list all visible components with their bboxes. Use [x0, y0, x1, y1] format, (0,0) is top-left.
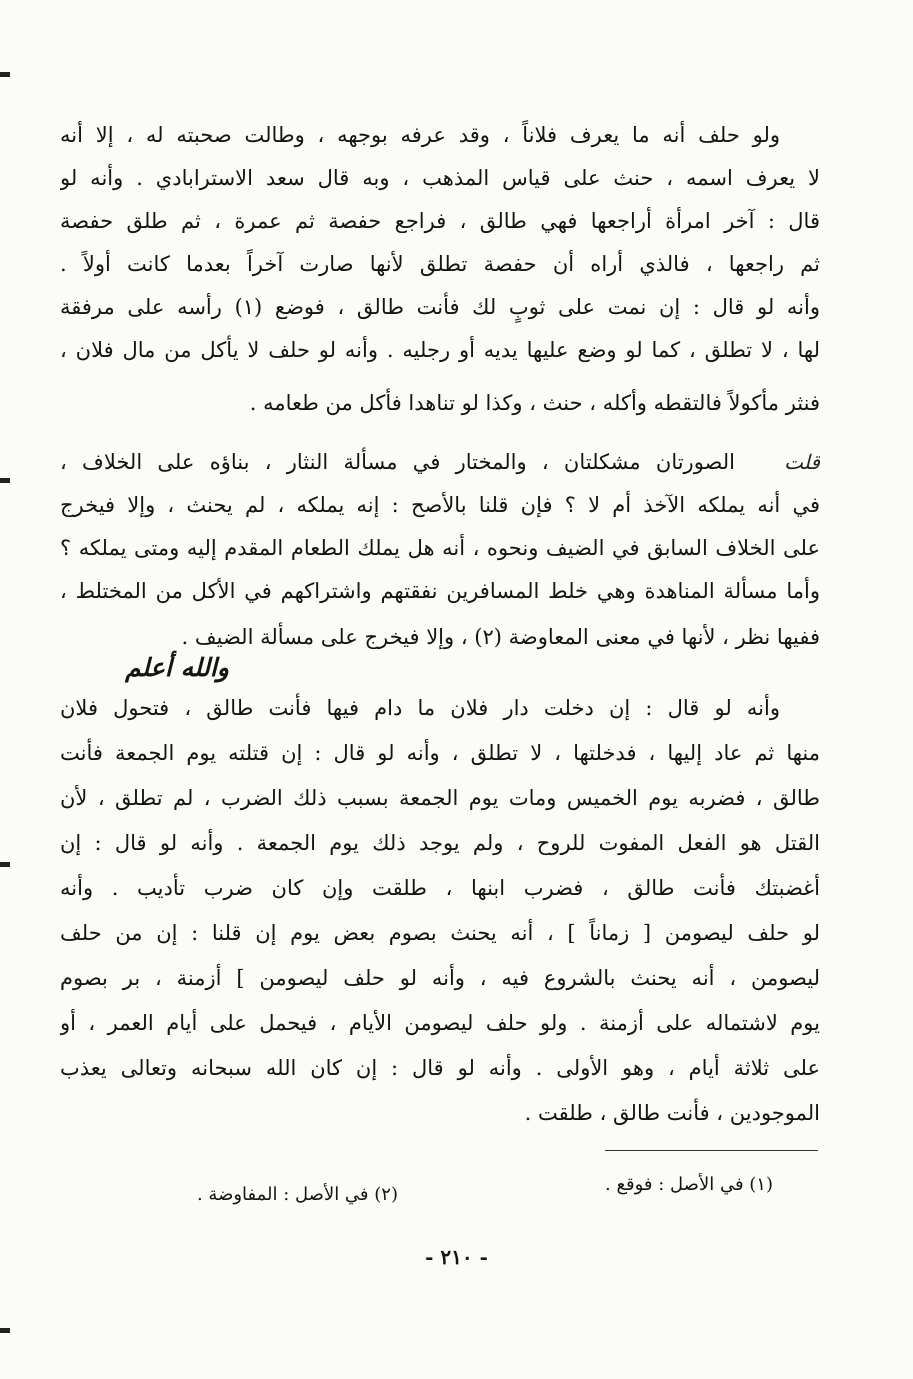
text-line: ليصومن ، أنه يحنث بالشروع فيه ، وأنه لو حلف ليصومن ] أزمنة ، بر بصوم	[60, 966, 820, 990]
text-line: طالق ، فضربه يوم الخميس ومات يوم الجمعة بسبب ذلك الضرب ، لم تطلق ، لأن	[60, 786, 820, 810]
paragraph-3	[60, 688, 820, 1138]
text-line: وأنه لو قال : إن دخلت دار فلان ما دام فيها فأنت طالق ، فتحول فلان	[60, 696, 780, 720]
text-line: القتل هو الفعل المفوت للروح ، ولم يوجد ذلك يوم الجمعة . وأنه لو قال : إن	[60, 831, 820, 855]
footnote-2: (٢) في الأصل : المفاوضة .	[196, 1184, 398, 1205]
text-line: الصورتان مشكلتان ، والمختار في مسألة النثار ، بناؤه على الخلاف ،	[60, 450, 735, 474]
scan-edge-mark	[0, 72, 10, 77]
footnote-1: (١) في الأصل : فوقع .	[605, 1174, 773, 1195]
text-line: وأنه لو قال : إن نمت على ثوبٍ لك فأنت طالق ، فوضع (١) رأسه على مرفقة	[60, 295, 820, 319]
scan-edge-mark	[0, 862, 10, 867]
text-line: منها ثم عاد إليها ، فدخلتها ، لا تطلق ، وأنه لو قال : إن قتلته يوم الجمعة فأنت	[60, 741, 820, 765]
text-line: قال : آخر امرأة أراجعها فهي طالق ، فراجع حفصة ثم عمرة ، ثم طلق حفصة	[60, 209, 820, 233]
text-line: أغضبتك فأنت طالق ، فضرب ابنها ، طلقت وإن كان ضرب تأديب . وأنه	[60, 876, 820, 900]
text-line: لها ، لا تطلق ، كما لو وضع عليها يديه أو رجليه . وأنه لو حلف لا يأكل من مال فلان ،	[60, 338, 820, 362]
text-line: ولو حلف أنه ما يعرف فلاناً ، وقد عرفه بوجهه ، وطالت صحبته له ، إلا أنه	[60, 123, 780, 147]
text-line: ثم راجعها ، فالذي أراه أن حفصة تطلق لأنها صارت آخراً بعدما كانت أولاً .	[60, 252, 820, 276]
paragraph-2	[60, 442, 820, 672]
text-line: الموجودين ، فأنت طالق ، طلقت .	[524, 1101, 820, 1125]
text-line: فنثر مأكولاً فالتقطه وأكله ، حنث ، وكذا لو تناهدا فأكل من طعامه .	[249, 391, 820, 415]
text-line: لا يعرف اسمه ، حنث على قياس المذهب ، وبه قال سعد الاسترابادي . وأنه لو	[60, 166, 820, 190]
handwritten-closing: والله أعلم	[125, 653, 229, 682]
text-line: وأما مسألة المناهدة وهي خلط المسافرين نفقتهم واشتراكهم في الأكل من المختلط ،	[60, 579, 820, 603]
footnote-divider	[605, 1150, 818, 1151]
text-line: على ثلاثة أيام ، وهو الأولى . وأنه لو قال : إن كان الله سبحانه وتعالى يعذب	[60, 1056, 820, 1080]
scan-edge-mark	[0, 1328, 10, 1333]
text-line: يوم لاشتماله على أزمنة . ولو حلف ليصومن الأيام ، فيحمل على أيام العمر ، أو	[60, 1011, 820, 1035]
page-number: - ٢١٠ -	[425, 1245, 488, 1269]
text-line: في أنه يملكه الآخذ أم لا ؟ فإن قلنا بالأصح : إنه يملكه ، لم يحنث ، وإلا فيخرج	[60, 493, 820, 517]
text-line: لو حلف ليصومن [ زماناً ] ، أنه يحنث بصوم بعض يوم إن قلنا : إن من حلف	[60, 921, 820, 945]
scan-edge-mark	[0, 478, 10, 483]
handwritten-note: قلت	[784, 450, 820, 474]
text-line: ففيها نظر ، لأنها في معنى المعاوضة (٢) ، وإلا فيخرج على مسألة الضيف .	[181, 625, 820, 649]
paragraph-1	[60, 115, 820, 440]
text-line: على الخلاف السابق في الضيف ونحوه ، أنه هل يملك الطعام المقدم إليه ومتى يملكه ؟	[60, 536, 820, 560]
